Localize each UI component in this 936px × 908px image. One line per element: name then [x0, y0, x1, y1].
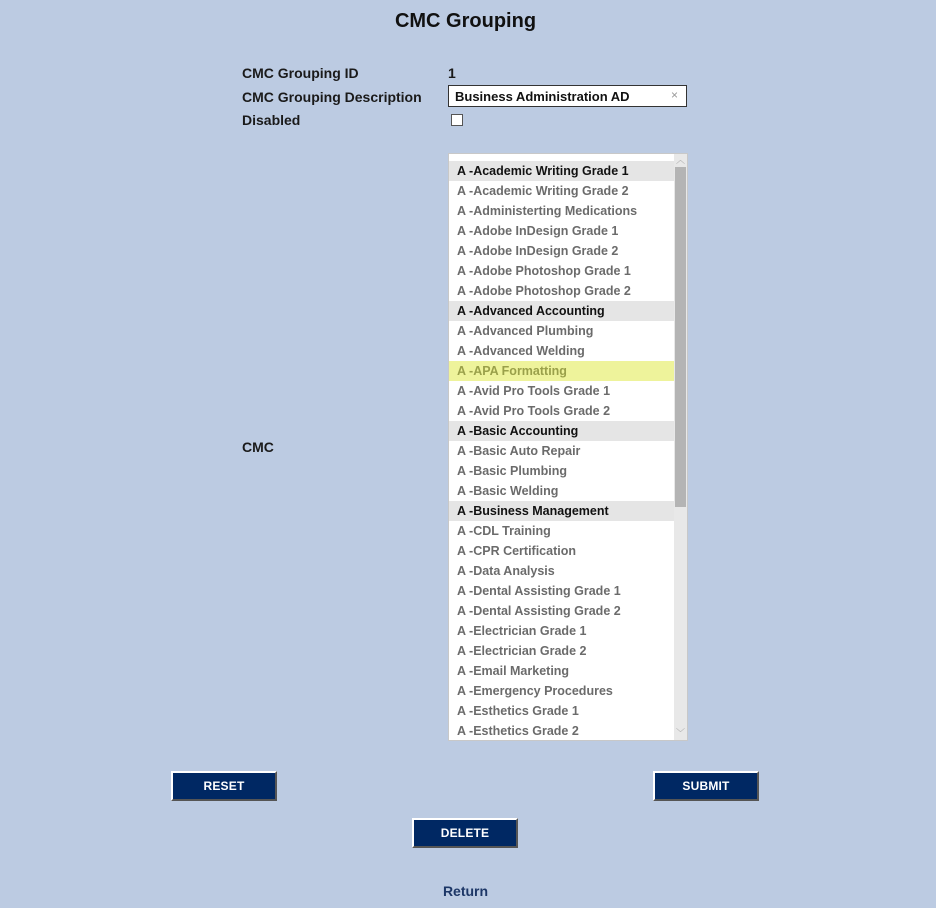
cmc-option[interactable]: A -Avid Pro Tools Grade 2	[457, 404, 611, 418]
cmc-option[interactable]: A -Adobe Photoshop Grade 2	[457, 284, 631, 298]
cmc-listbox[interactable]	[448, 153, 688, 741]
cmc-option[interactable]: A -Esthetics Grade 1	[457, 704, 579, 718]
clear-icon[interactable]: ×	[670, 88, 678, 102]
cmc-option[interactable]: A -Adobe InDesign Grade 1	[457, 224, 619, 238]
cmc-option[interactable]: A -Electrician Grade 2	[457, 644, 587, 658]
cmc-option[interactable]: A -Advanced Plumbing	[457, 324, 594, 338]
cmc-option[interactable]: A -Dental Assisting Grade 1	[457, 584, 621, 598]
return-link[interactable]: Return	[442, 883, 489, 899]
disabled-checkbox[interactable]	[451, 114, 463, 126]
grouping-id-value: 1	[448, 65, 456, 81]
cmc-option[interactable]: A -Data Analysis	[457, 564, 555, 578]
disabled-label: Disabled	[242, 112, 301, 128]
cmc-option[interactable]: A -Email Marketing	[457, 664, 570, 678]
cmc-option[interactable]: A -Academic Writing Grade 1	[449, 161, 676, 181]
cmc-option[interactable]: A -Basic Plumbing	[457, 464, 567, 478]
cmc-option[interactable]: A -Advanced Accounting	[449, 301, 676, 321]
cmc-option[interactable]: A -Dental Assisting Grade 2	[457, 604, 621, 618]
cmc-option[interactable]: A -Emergency Procedures	[457, 684, 613, 698]
cmc-option[interactable]: A -APA Formatting	[449, 361, 676, 381]
cmc-option[interactable]: A -Basic Accounting	[449, 421, 676, 441]
reset-button[interactable]: RESET	[171, 771, 277, 801]
cmc-option[interactable]: A -Adobe Photoshop Grade 1	[457, 264, 631, 278]
delete-button[interactable]: DELETE	[412, 818, 518, 848]
grouping-id-label: CMC Grouping ID	[242, 65, 359, 81]
cmc-option[interactable]: A -Academic Writing Grade 2	[457, 184, 629, 198]
cmc-option[interactable]: A -Avid Pro Tools Grade 1	[457, 384, 611, 398]
scroll-down-icon[interactable]: ﹀	[675, 728, 685, 738]
scrollbar[interactable]	[674, 154, 687, 740]
cmc-option[interactable]: A -Basic Auto Repair	[457, 444, 581, 458]
grouping-description-label: CMC Grouping Description	[242, 89, 422, 105]
cmc-option[interactable]: A -Electrician Grade 1	[457, 624, 587, 638]
grouping-description-input[interactable]	[455, 86, 660, 106]
cmc-list-items	[449, 161, 676, 741]
cmc-option[interactable]: A -Basic Welding	[457, 484, 559, 498]
cmc-option[interactable]: A -Advanced Welding	[457, 344, 585, 358]
submit-button[interactable]: SUBMIT	[653, 771, 759, 801]
grouping-description-field[interactable]	[448, 85, 687, 107]
cmc-option[interactable]: A -Business Management	[449, 501, 676, 521]
cmc-label: CMC	[242, 439, 274, 455]
cmc-option[interactable]: A -Administerting Medications	[457, 204, 638, 218]
cmc-option[interactable]: A -Adobe InDesign Grade 2	[457, 244, 619, 258]
page-title: CMC Grouping	[394, 10, 537, 32]
scroll-up-icon[interactable]: ︿	[675, 155, 685, 165]
cmc-option[interactable]: A -CPR Certification	[457, 544, 576, 558]
cmc-option[interactable]: A -CDL Training	[457, 524, 551, 538]
scroll-thumb[interactable]	[675, 167, 686, 507]
cmc-option[interactable]: A -Esthetics Grade 2	[457, 724, 579, 738]
